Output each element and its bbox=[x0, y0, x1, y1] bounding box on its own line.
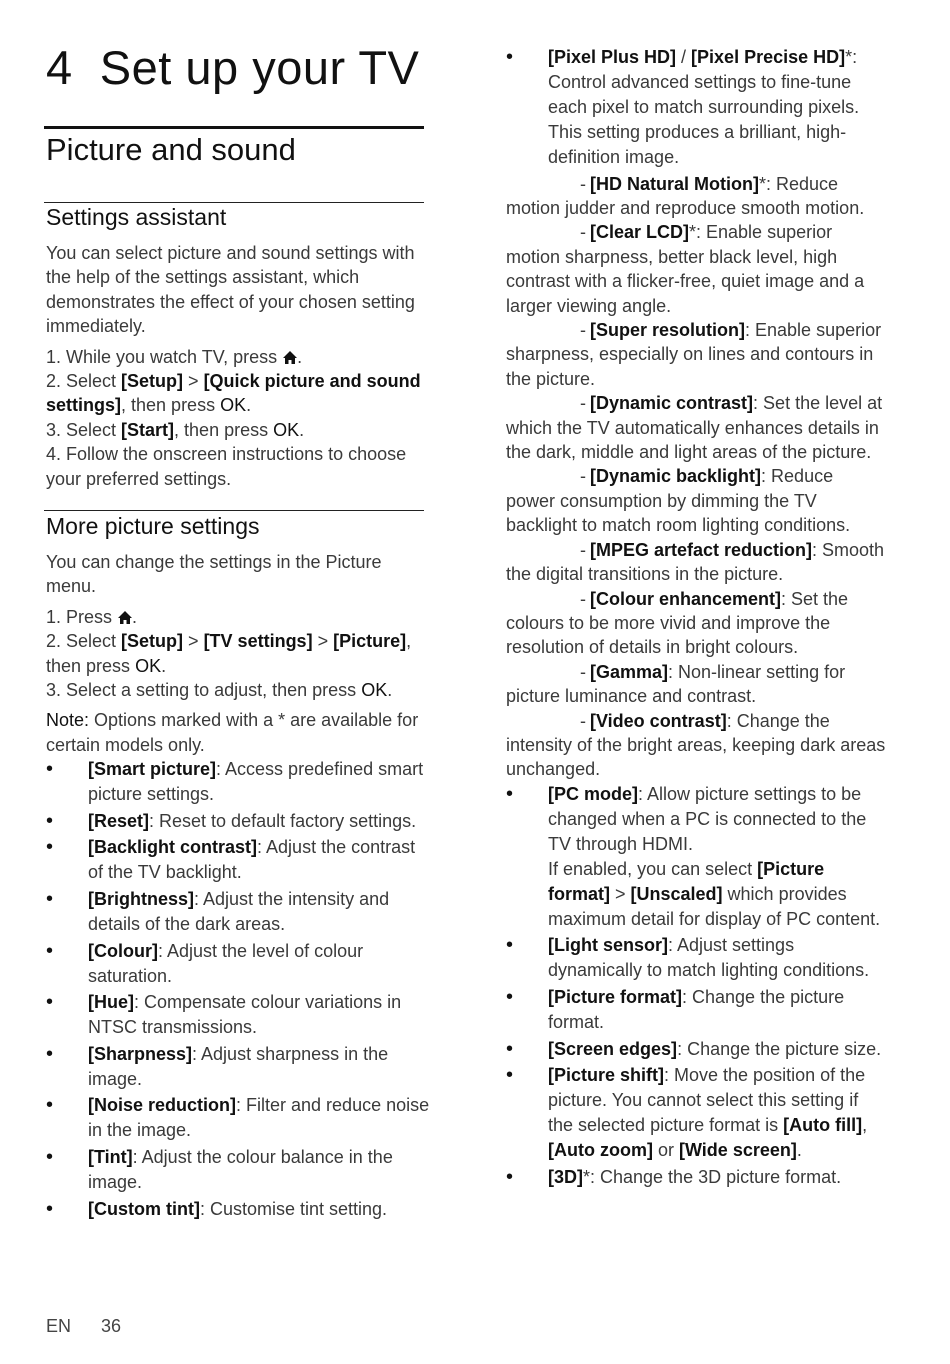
section-title: Picture and sound bbox=[46, 132, 296, 167]
list-item: • [Custom tint]: Customise tint setting. bbox=[46, 1197, 430, 1222]
footer-lang: EN bbox=[46, 1316, 72, 1336]
list-item: • [Pixel Plus HD] / [Pixel Precise HD]*: Control advanced settings to fine-tune each pixel to match surrounding pixels. This setting produces a brilliant, high-definition image. bbox=[506, 45, 886, 170]
list-item: • [Tint]: Adjust the colour balance in the image. bbox=[46, 1145, 430, 1195]
sub-setting: - [Colour enhancement]: Set the colours to be more vivid and improve the resolution of details in bright colours. bbox=[506, 588, 849, 658]
sub-setting: - [Dynamic backlight]: Reduce power consumption by dimming the TV backlight to match room lighting conditions. bbox=[506, 466, 851, 536]
right-settings-list-2 bbox=[506, 933, 886, 1061]
more-picture-body bbox=[46, 550, 430, 1223]
list-item: • [Reset]: Reset to default factory settings. bbox=[46, 809, 430, 834]
list-item: • [Noise reduction]: Filter and reduce noise in the image. bbox=[46, 1093, 430, 1143]
sub-setting: - [MPEG artefact reduction]: Smooth the digital transitions in the picture. bbox=[506, 539, 885, 585]
paragraph: You can select picture and sound settings with the help of the settings assistant, which demonstrates the effect of your chosen setting immediately. bbox=[46, 243, 415, 337]
picture-settings-list bbox=[46, 757, 430, 1221]
home-icon bbox=[283, 351, 297, 364]
step-1: 1. Press . bbox=[46, 606, 138, 627]
list-item: • [Light sensor]: Adjust settings dynamically to match lighting conditions. bbox=[506, 933, 886, 983]
step-1: 1. While you watch TV, press . bbox=[46, 346, 303, 367]
step-2: 2. Select [Setup] > [Quick picture and sound settings], then press OK. bbox=[46, 371, 421, 416]
right-body bbox=[506, 45, 886, 1191]
list-item: • [3D]*: Change the 3D picture format. bbox=[506, 1165, 886, 1190]
step-2: 2. Select [Setup] > [TV settings] > [Picture], then press OK. bbox=[46, 631, 412, 676]
list-item: • [Sharpness]: Adjust sharpness in the image. bbox=[46, 1042, 430, 1092]
list-item: • [Picture shift]: Move the position of the picture. You cannot select this setting if the selected picture format is [Auto fill], [Auto zoom] or [Wide screen]. bbox=[506, 1063, 886, 1163]
sub-setting: - [HD Natural Motion]*: Reduce motion judder and reproduce smooth motion. bbox=[506, 173, 865, 218]
list-item: • [Hue]: Compensate colour variations in NTSC transmissions. bbox=[46, 990, 430, 1040]
settings-assistant-body bbox=[46, 241, 430, 491]
divider bbox=[44, 510, 424, 511]
note: Note: Options marked with a * are available for certain models only. bbox=[46, 710, 419, 755]
home-icon bbox=[118, 611, 132, 624]
list-item: • [Screen edges]: Change the picture size. bbox=[506, 1037, 886, 1062]
footer bbox=[46, 1316, 151, 1337]
chapter-rule bbox=[44, 126, 424, 129]
list-item: • [Backlight contrast]: Adjust the contrast of the TV backlight. bbox=[46, 835, 430, 885]
chapter-title: Set up your TV bbox=[99, 41, 420, 94]
sub-setting: - [Video contrast]: Change the intensity of the bright areas, keeping dark areas unchanged. bbox=[506, 710, 886, 780]
list-item: • [Colour]: Adjust the level of colour saturation. bbox=[46, 939, 430, 989]
list-item: • [Smart picture]: Access predefined smart picture settings. bbox=[46, 757, 430, 807]
step-3: 3. Select a setting to adjust, then press OK. bbox=[46, 680, 393, 701]
step-3: 3. Select [Start], then press OK. bbox=[46, 419, 305, 440]
list-item: • [Brightness]: Adjust the intensity and details of the dark areas. bbox=[46, 887, 430, 937]
sub-setting: - [Clear LCD]*: Enable superior motion sharpness, better black level, high contrast with a flicker-free, quiet image and a larger viewing angle. bbox=[506, 222, 865, 316]
right-settings-list-3 bbox=[506, 1063, 886, 1190]
advanced-sub-settings bbox=[506, 172, 886, 782]
list-item: • [Picture format]: Change the picture format. bbox=[506, 985, 886, 1035]
sub-setting: - [Gamma]: Non-linear setting for picture luminance and contrast. bbox=[506, 661, 846, 707]
paragraph: You can change the settings in the Picture menu. bbox=[46, 552, 382, 597]
sub-setting: - [Super resolution]: Enable superior sharpness, especially on lines and contours in the picture. bbox=[506, 320, 882, 389]
page-number: 36 bbox=[101, 1316, 122, 1336]
chapter-heading bbox=[46, 38, 419, 98]
more-picture-heading: More picture settings bbox=[46, 513, 260, 539]
chapter-number: 4 bbox=[46, 41, 73, 94]
settings-assistant-heading: Settings assistant bbox=[46, 204, 227, 230]
sub-setting: - [Dynamic contrast]: Set the level at which the TV automatically enhances details in the dark, middle and light areas of the picture. bbox=[506, 393, 883, 463]
pixel-plus-list bbox=[506, 45, 886, 170]
list-item: • [PC mode]: Allow picture settings to be changed when a PC is connected to the TV through HDMI. If enabled, you can select [Picture format] > [Unscaled] which provides maximum detail for display of PC content. bbox=[506, 782, 886, 932]
step-4: 4. Follow the onscreen instructions to choose your preferred settings. bbox=[46, 444, 407, 489]
right-settings-list bbox=[506, 782, 886, 932]
